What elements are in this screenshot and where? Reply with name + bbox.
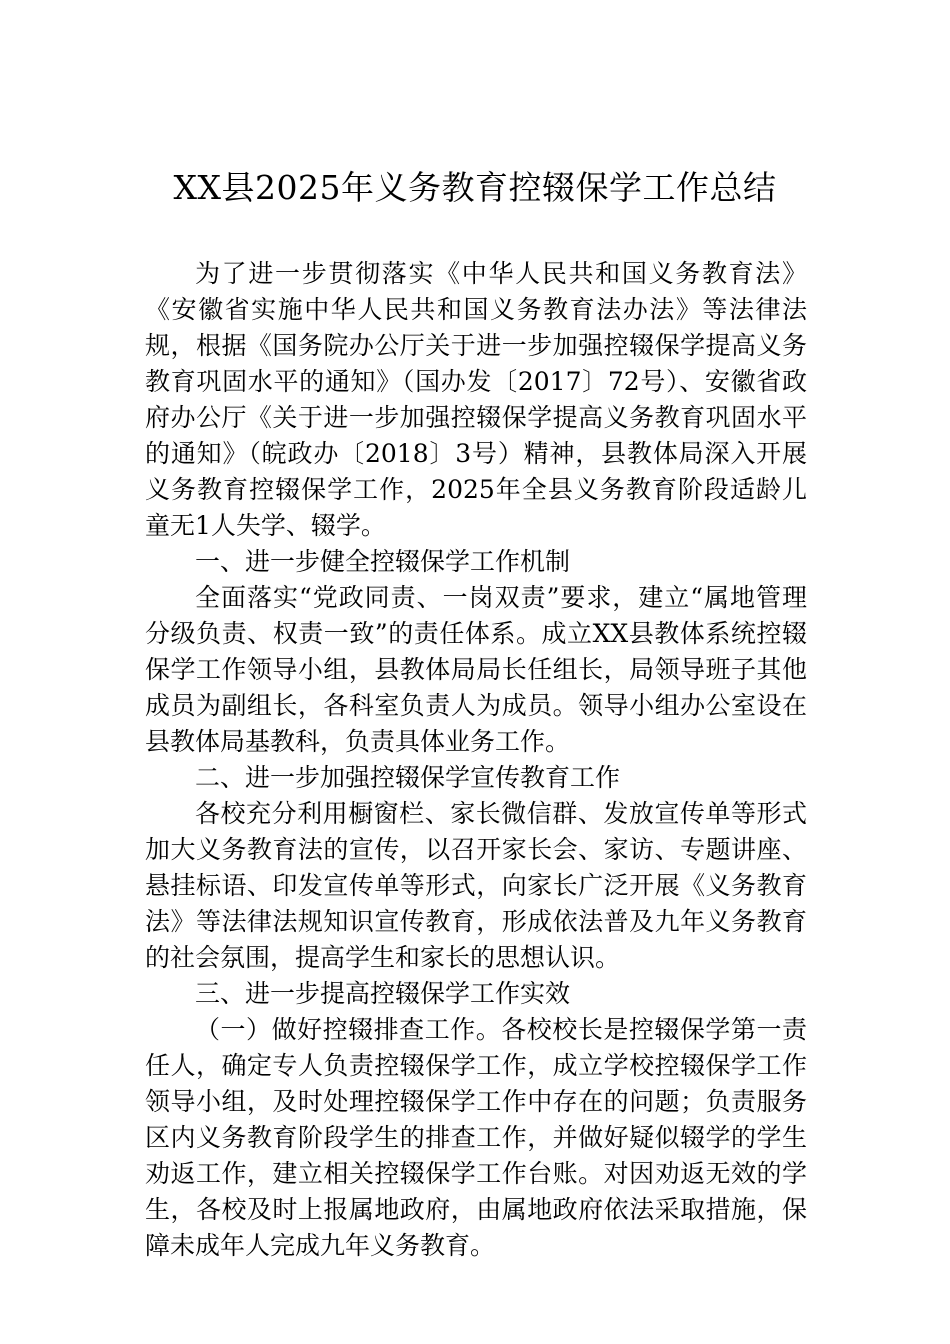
section-3-heading: 三、进一步提高控辍保学工作实效	[195, 979, 571, 1008]
section-3-paragraph: （一）做好控辍排查工作。各校校长是控辍保学第一责任人，确定专人负责控辍保学工作，成立学校控辍保学工作领导小组，及时处理控辍保学工作中存在的问题；负责服务区内义务教育阶段学生的排查工作，并做好疑似辍学的学生劝返工作，建立相关控辍保学工作台账。对因劝返无效的学生，各校及时上报属地政府，由属地政府依法采取措施，保障未成年人完成九年义务教育。	[145, 1015, 807, 1260]
section-1-heading: 一、进一步健全控辍保学工作机制	[195, 547, 571, 576]
intro-paragraph: 为了进一步贯彻落实《中华人民共和国义务教育法》《安徽省实施中华人民共和国义务教育法办法》等法律法规，根据《国务院办公厅关于进一步加强控辍保学提高义务教育巩固水平的通知》（国办发〔2017〕72号）、安徽省政府办公厅《关于进一步加强控辍保学提高义务教育巩固水平的通知》（皖政办〔2018〕3号）精神，县教体局深入开展义务教育控辍保学工作，2025年全县义务教育阶段适龄儿童无1人失学、辍学。	[145, 259, 807, 540]
section-2-paragraph: 各校充分利用橱窗栏、家长微信群、发放宣传单等形式加大义务教育法的宣传，以召开家长会、家访、专题讲座、悬挂标语、印发宣传单等形式，向家长广泛开展《义务教育法》等法律法规知识宣传教育，形成依法普及九年义务教育的社会氛围，提高学生和家长的思想认识。	[145, 799, 807, 972]
section-1-paragraph: 全面落实“党政同责、一岗双责”要求，建立“属地管理分级负责、权责一致”的责任体系。成立XX县教体系统控辍保学工作领导小组，县教体局局长任组长，局领导班子其他成员为副组长，各科室负责人为成员。领导小组办公室设在县教体局基教科，负责具体业务工作。	[145, 583, 807, 756]
section-2-heading: 二、进一步加强控辍保学宣传教育工作	[195, 763, 621, 792]
document-title: XX县2025年义务教育控辍保学工作总结	[173, 168, 777, 207]
document-body	[145, 256, 807, 1264]
